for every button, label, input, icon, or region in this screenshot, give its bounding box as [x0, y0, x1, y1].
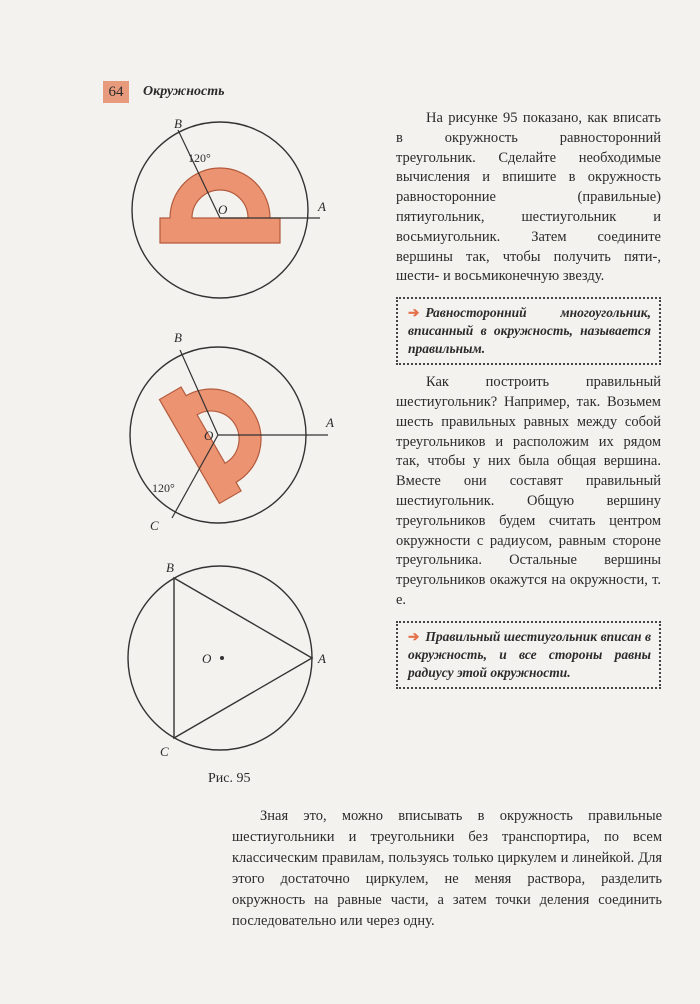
definition-2-text: Правильный шестиугольник вписан в окружность, и все стороны равны радиусу этой окружности.: [408, 628, 651, 680]
fig3-center-point: [220, 656, 224, 660]
page-header: [103, 80, 225, 104]
right-column-text: [396, 109, 661, 697]
paragraph-2: Как построить правильный шестиугольник? Например, так. Возьмем шесть правильных равных между собой треугольников и расположим их рядом так, чтобы у них была общая вершина. Вместе они составят правильный шестиугольник. Общую вершину треугольников будем считать центром окружности с радиусом, равным стороне треугольника. Остальные вершины треугольников окажутся на окружности, т. е.: [396, 374, 661, 608]
fig2-label-c: C: [150, 518, 159, 533]
fig3-label-o: O: [202, 651, 212, 666]
definition-1-text: Равносторонний многоугольник, вписанный в окружность, называется правильным.: [408, 305, 651, 357]
paragraph-3: Зная это, можно вписывать в окружность правильные шестиугольники и треугольники без транспортира, по всем классическим правилам, пользуясь только циркулем и линейкой. Для этого достаточно циркулем, не меняя раствора, разделить окружность на равные части, а затем точки деления соединить последовательно или через одну.: [232, 808, 662, 929]
page-number: 64: [103, 81, 129, 103]
chapter-title: Окружность: [143, 84, 225, 99]
fig1-angle-label: 120°: [188, 151, 211, 165]
fig3-label-c: C: [160, 744, 169, 759]
bottom-paragraph: [232, 806, 662, 932]
fig1-label-b: B: [174, 116, 182, 131]
figure-caption: Рис. 95: [208, 771, 251, 786]
fig3-label-a: A: [318, 651, 326, 666]
fig2-protractor: [159, 362, 284, 503]
fig2-label-a: A: [326, 415, 334, 430]
figure-95-drawings: [110, 110, 340, 790]
fig2-circle-with-protractor: [130, 330, 334, 533]
paragraph-1: На рисунке 95 показано, как вписать в окружность равносторонний треугольник. Сделайте необходимые вычисления и впишите в окружность равносторонние (правильные) пятиугольник, шестиугольник и восьмиугольник. Затем соедините вершины так, чтобы получить пяти-, шести- и восьмиконечную звезду.: [396, 110, 661, 285]
fig1-label-o: O: [218, 202, 228, 217]
definition-box-1: [396, 297, 661, 365]
arrow-icon: ➔: [408, 628, 420, 644]
fig2-label-o: O: [204, 428, 214, 443]
fig2-angle-label: 120°: [152, 481, 175, 495]
fig1-label-a: A: [318, 199, 326, 214]
fig3-triangle: [174, 578, 312, 738]
fig3-inscribed-triangle: [128, 560, 326, 759]
definition-box-2: [396, 621, 661, 689]
fig2-label-b: B: [174, 330, 182, 345]
arrow-icon: ➔: [408, 305, 420, 321]
figure-95: [110, 110, 340, 790]
fig1-circle-with-protractor: [132, 116, 326, 298]
fig3-label-b: B: [166, 560, 174, 575]
